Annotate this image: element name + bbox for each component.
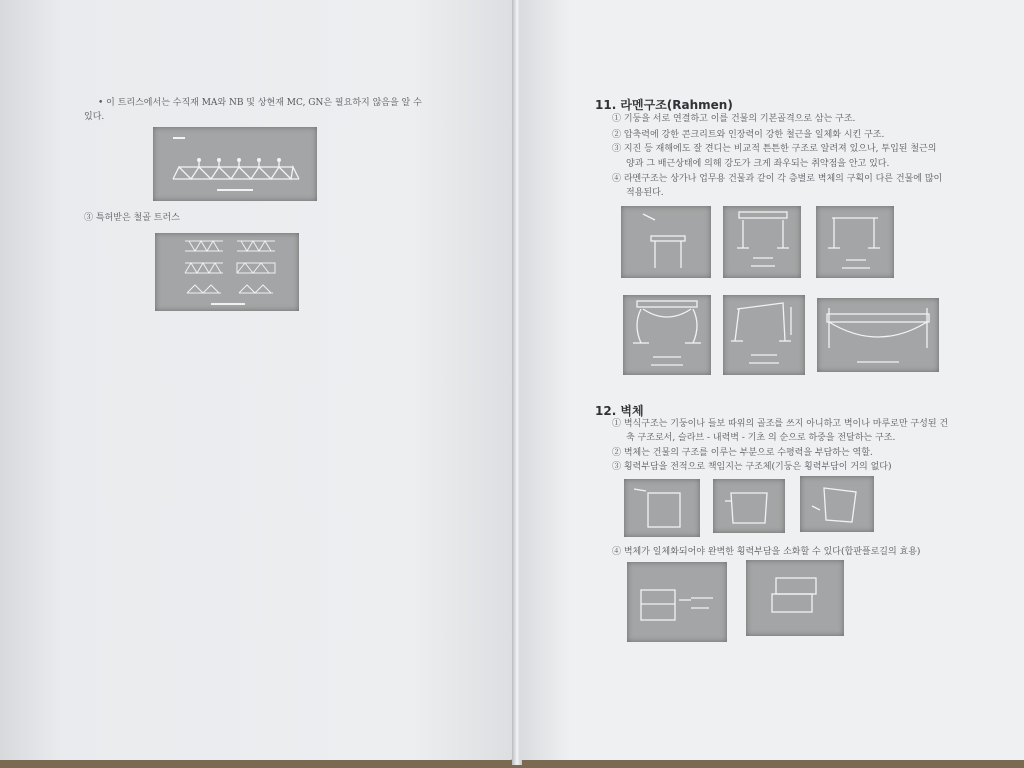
section11-item4a: ④ 라멘구조는 상가나 업무용 건물과 같이 각 층별로 벽체의 구획이 다른 건물에 많이	[612, 174, 943, 184]
left-page	[0, 0, 514, 760]
section12-item1b: 축 구조로서, 슬라브 - 내력벽 - 기초 의 순으로 하중을 전달하는 구조.	[626, 433, 896, 443]
section11-title: 11. 라멘구조(Rahmen)	[595, 98, 733, 112]
section12-item3: ③ 횡력부담을 전적으로 책임지는 구조체(기둥은 횡력부담이 거의 없다)	[612, 462, 892, 472]
section12-item4: ④ 벽체가 일체화되어야 완벽한 횡력부담을 소화할 수 있다(합판플로길의 효용)	[612, 547, 921, 557]
rahmen-beam-photo	[817, 298, 939, 372]
wall-diagram-photo-3	[800, 476, 874, 532]
wall-diagram-photo-2	[713, 479, 785, 533]
section11-item3a: ③ 지진 등 재해에도 잘 견디는 비교적 튼튼한 구조로 알려져 있으나, 투입된 철근의	[612, 144, 937, 154]
rahmen-moment-photo-2	[723, 295, 805, 375]
section12-item2: ② 벽체는 건물의 구조를 이루는 부분으로 수평력을 부담하는 역할.	[612, 448, 873, 458]
bullet-text-line1: • 이 트리스에서는 수직재 MA와 NB 및 상현재 MC, GN은 필요하지 않음을 알 수	[98, 98, 422, 108]
bullet-text-line2: 있다.	[84, 112, 105, 122]
rahmen-frame-photo-3	[816, 206, 894, 278]
section12-title: 12. 벽체	[595, 404, 644, 418]
section11-item3b: 양과 그 배근상태에 의해 강도가 크게 좌우되는 취약점을 안고 있다.	[626, 159, 890, 169]
wall-integrated-photo-1	[627, 562, 727, 642]
section12-item1a: ① 벽식구조는 기둥이나 들보 따위의 골조를 쓰지 아니하고 벽이나 마루로만 구성된 건	[612, 419, 949, 429]
truss-diagram-photo	[153, 127, 317, 201]
rahmen-moment-photo-1	[623, 295, 711, 375]
patented-truss-photo	[155, 233, 299, 311]
wall-integrated-photo-2	[746, 560, 844, 636]
section11-item2: ② 압축력에 강한 콘크리트와 인장력이 강한 철근을 일체화 시킨 구조.	[612, 130, 885, 140]
section11-item1: ① 기둥을 서로 연결하고 이를 건물의 기본골격으로 삼는 구조.	[612, 114, 856, 124]
section11-item4b: 적용된다.	[626, 188, 664, 198]
rahmen-frame-photo-2	[723, 206, 801, 278]
rahmen-frame-photo-1	[621, 206, 711, 278]
right-page	[520, 0, 1024, 760]
item3-text: ③ 특허받은 철골 트러스	[84, 213, 180, 223]
wall-diagram-photo-1	[624, 479, 700, 537]
